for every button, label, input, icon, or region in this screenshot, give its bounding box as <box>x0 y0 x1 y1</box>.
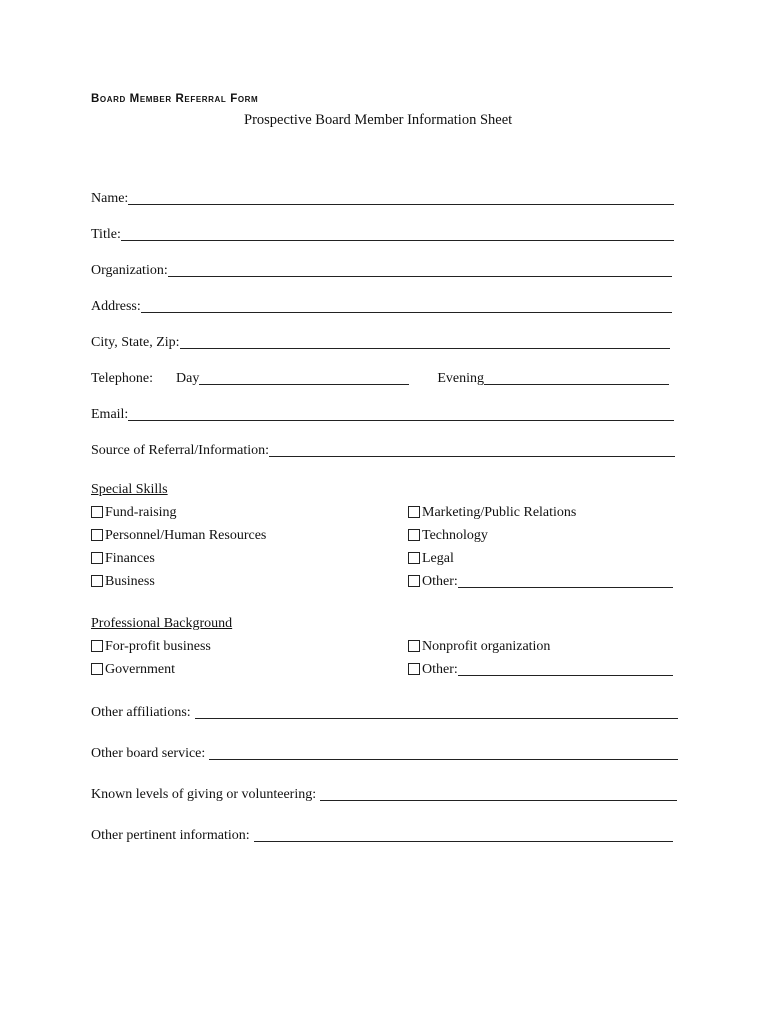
pertinent-info-label: Other pertinent information: <box>91 828 250 843</box>
nonprofit-checkbox[interactable] <box>408 640 420 652</box>
skill-option-business <box>91 572 155 590</box>
marketing-label: Marketing/Public Relations <box>422 505 577 520</box>
background-other-field[interactable] <box>458 661 673 676</box>
telephone-evening-field[interactable] <box>484 369 669 385</box>
skill-other-field[interactable] <box>458 573 673 588</box>
skill-option-marketing <box>408 503 576 521</box>
form-heading: Board Member Referral Form <box>91 93 259 105</box>
telephone-day-label: Day <box>176 371 200 386</box>
city-state-zip-field[interactable] <box>180 333 670 349</box>
background-option-for-profit <box>91 637 211 655</box>
skill-option-technology <box>408 526 488 544</box>
marketing-checkbox[interactable] <box>408 506 420 518</box>
name-label: Name: <box>91 191 129 206</box>
professional-background-title: Professional Background <box>91 616 233 631</box>
email-field[interactable] <box>128 405 674 421</box>
background-other-label: Other: <box>422 662 458 677</box>
other-affiliations-field[interactable] <box>195 703 678 719</box>
title-label: Title: <box>91 227 121 242</box>
background-option-government <box>91 660 175 678</box>
government-checkbox[interactable] <box>91 663 103 675</box>
skill-other-checkbox[interactable] <box>408 575 420 587</box>
email-row <box>91 403 674 423</box>
form-subheading: Prospective Board Member Information Sheet <box>244 112 513 128</box>
for-profit-label: For-profit business <box>105 639 211 654</box>
organization-row <box>91 259 672 279</box>
giving-volunteering-label: Known levels of giving or volunteering: <box>91 787 317 802</box>
skill-option-legal <box>408 549 454 567</box>
background-option-nonprofit <box>408 637 550 655</box>
address-row <box>91 295 672 315</box>
referral-source-label: Source of Referral/Information: <box>91 443 270 458</box>
address-field[interactable] <box>141 297 672 313</box>
telephone-evening-label: Evening <box>437 371 484 386</box>
title-row <box>91 223 674 243</box>
skill-other-label: Other: <box>422 574 458 589</box>
skill-option-fund-raising <box>91 503 177 521</box>
legal-label: Legal <box>422 551 454 566</box>
skill-option-finances <box>91 549 155 567</box>
government-label: Government <box>105 662 175 677</box>
nonprofit-label: Nonprofit organization <box>422 639 551 654</box>
name-row <box>91 187 674 207</box>
business-label: Business <box>105 574 155 589</box>
giving-volunteering-row <box>91 783 677 803</box>
city-state-zip-row <box>91 331 670 351</box>
title-field[interactable] <box>121 225 674 241</box>
legal-checkbox[interactable] <box>408 552 420 564</box>
pertinent-info-field[interactable] <box>254 826 673 842</box>
telephone-day-field[interactable] <box>199 369 409 385</box>
other-affiliations-row <box>91 701 678 721</box>
giving-volunteering-field[interactable] <box>320 785 677 801</box>
email-label: Email: <box>91 407 129 422</box>
organization-field[interactable] <box>168 261 672 277</box>
background-option-other <box>408 660 673 678</box>
pertinent-info-row <box>91 824 673 844</box>
fund-raising-label: Fund-raising <box>105 505 177 520</box>
technology-checkbox[interactable] <box>408 529 420 541</box>
for-profit-checkbox[interactable] <box>91 640 103 652</box>
telephone-row <box>91 367 669 387</box>
referral-source-row <box>91 439 675 459</box>
technology-label: Technology <box>422 528 488 543</box>
city-state-zip-label: City, State, Zip: <box>91 335 180 350</box>
personnel-checkbox[interactable] <box>91 529 103 541</box>
skill-option-personnel <box>91 526 266 544</box>
name-field[interactable] <box>128 189 674 205</box>
other-board-service-field[interactable] <box>209 744 678 760</box>
fund-raising-checkbox[interactable] <box>91 506 103 518</box>
personnel-label: Personnel/Human Resources <box>105 528 267 543</box>
finances-checkbox[interactable] <box>91 552 103 564</box>
other-board-service-row <box>91 742 678 762</box>
telephone-label: Telephone: <box>91 371 153 386</box>
finances-label: Finances <box>105 551 155 566</box>
background-other-checkbox[interactable] <box>408 663 420 675</box>
skill-option-other <box>408 572 673 590</box>
other-affiliations-label: Other affiliations: <box>91 705 191 720</box>
business-checkbox[interactable] <box>91 575 103 587</box>
other-board-service-label: Other board service: <box>91 746 206 761</box>
organization-label: Organization: <box>91 263 168 278</box>
address-label: Address: <box>91 299 141 314</box>
referral-source-field[interactable] <box>269 441 675 457</box>
special-skills-title: Special Skills <box>91 482 168 497</box>
